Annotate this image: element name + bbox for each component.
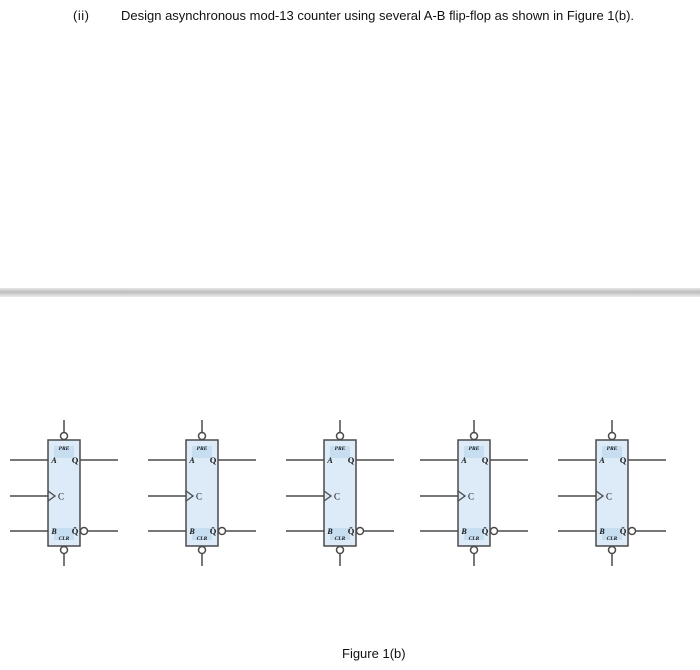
clock-label: C bbox=[334, 491, 341, 502]
pre-bubble bbox=[199, 433, 206, 440]
pre-label: PRE bbox=[196, 446, 208, 452]
question-text: Design asynchronous mod-13 counter using several A-B flip-flop as shown in Figure 1(b). bbox=[121, 8, 635, 23]
clr-label: CLR bbox=[196, 536, 208, 542]
clock-label: C bbox=[468, 491, 475, 502]
a-label: A bbox=[599, 456, 605, 465]
b-label: B bbox=[599, 527, 605, 536]
b-label: B bbox=[189, 527, 195, 536]
q-label: Q bbox=[209, 455, 217, 465]
qbar-label: Q̄ bbox=[619, 526, 627, 536]
q-label: Q bbox=[71, 455, 79, 465]
clr-bubble bbox=[337, 547, 344, 554]
clock-label: C bbox=[58, 491, 65, 502]
pre-bubble bbox=[471, 433, 478, 440]
pre-label: PRE bbox=[606, 446, 618, 452]
a-label: A bbox=[51, 456, 57, 465]
figure-caption: Figure 1(b) bbox=[342, 646, 406, 661]
b-label: B bbox=[51, 527, 57, 536]
qbar-bubble bbox=[357, 528, 364, 535]
a-label: A bbox=[189, 456, 195, 465]
qbar-label: Q̄ bbox=[481, 526, 489, 536]
qbar-bubble bbox=[219, 528, 226, 535]
flipflop-5 bbox=[558, 420, 666, 566]
flipflop-3 bbox=[286, 420, 394, 566]
question-number: (ii) bbox=[73, 8, 90, 23]
clr-label: CLR bbox=[606, 536, 618, 542]
qbar-bubble bbox=[81, 528, 88, 535]
clr-label: CLR bbox=[468, 536, 480, 542]
pre-label: PRE bbox=[468, 446, 480, 452]
q-label: Q bbox=[347, 455, 355, 465]
clr-bubble bbox=[199, 547, 206, 554]
pre-bubble bbox=[337, 433, 344, 440]
b-label: B bbox=[461, 527, 467, 536]
q-label: Q bbox=[481, 455, 489, 465]
clr-label: CLR bbox=[334, 536, 346, 542]
flipflop-4 bbox=[420, 420, 528, 566]
clock-label: C bbox=[196, 491, 203, 502]
a-label: A bbox=[327, 456, 333, 465]
a-label: A bbox=[461, 456, 467, 465]
qbar-bubble bbox=[491, 528, 498, 535]
flipflop-2 bbox=[148, 420, 256, 566]
flipflop-1 bbox=[10, 420, 118, 566]
qbar-bubble bbox=[629, 528, 636, 535]
pre-bubble bbox=[609, 433, 616, 440]
pre-bubble bbox=[61, 433, 68, 440]
clr-bubble bbox=[471, 547, 478, 554]
qbar-label: Q̄ bbox=[347, 526, 355, 536]
b-label: B bbox=[327, 527, 333, 536]
pre-label: PRE bbox=[334, 446, 346, 452]
clr-bubble bbox=[61, 547, 68, 554]
qbar-label: Q̄ bbox=[209, 526, 217, 536]
q-label: Q bbox=[619, 455, 627, 465]
clr-bubble bbox=[609, 547, 616, 554]
qbar-label: Q̄ bbox=[71, 526, 79, 536]
pre-label: PRE bbox=[58, 446, 70, 452]
clock-label: C bbox=[606, 491, 613, 502]
clr-label: CLR bbox=[58, 536, 70, 542]
